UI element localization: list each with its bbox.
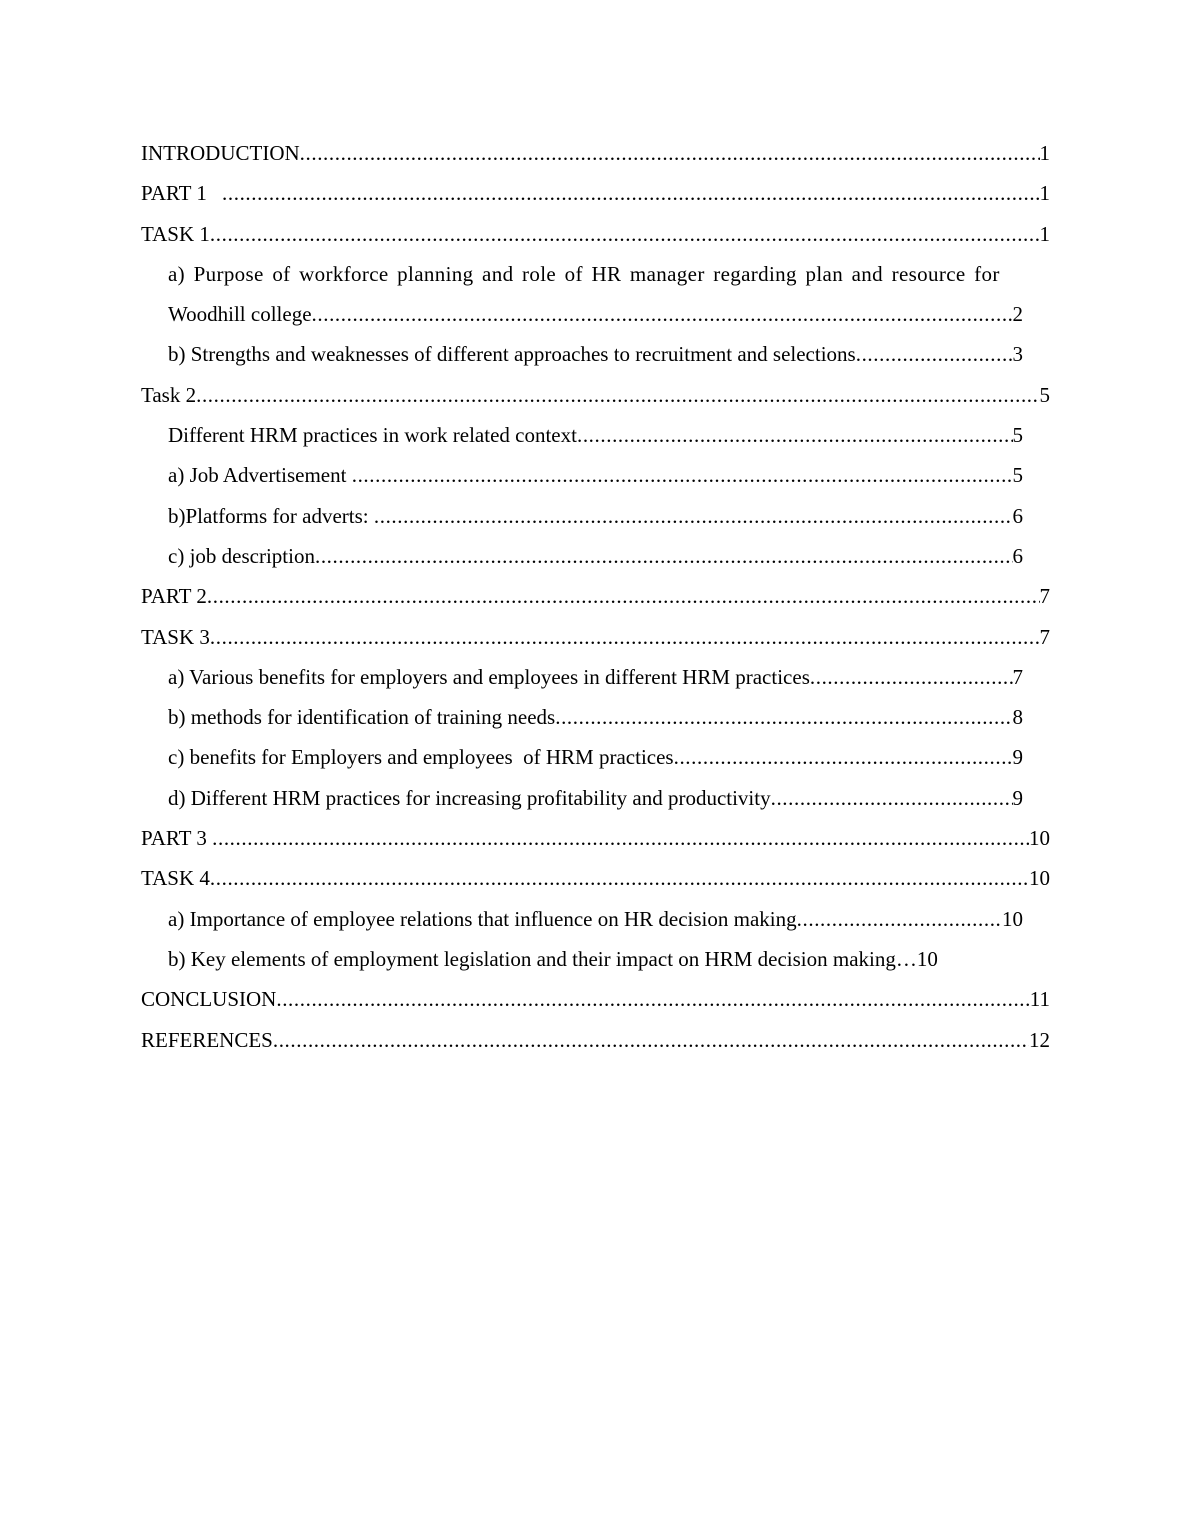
toc-page-number: 5 xyxy=(1012,423,1023,448)
toc-entry-title: TASK 4 xyxy=(141,866,210,891)
toc-leader-dots xyxy=(810,657,1013,697)
toc-entry-platforms[interactable] xyxy=(168,496,1023,536)
toc-entry-title: INTRODUCTION xyxy=(141,141,300,165)
toc-entry-strengths[interactable] xyxy=(168,334,1023,374)
toc-entry-conclusion[interactable] xyxy=(141,979,1050,1019)
toc-page-number: 1 xyxy=(1039,141,1050,165)
toc-page-number: 7 xyxy=(1012,664,1023,689)
toc-entry-title: PART 2 xyxy=(141,584,207,609)
toc-page-number: 11 xyxy=(1029,987,1050,1012)
toc-entry-task-1[interactable] xyxy=(141,214,1050,254)
toc-page-number: 7 xyxy=(1039,584,1050,609)
toc-entry-title: Different HRM practices in work related context xyxy=(168,423,577,448)
toc-leader-dots xyxy=(312,294,1013,334)
toc-entry-title: CONCLUSION xyxy=(141,987,277,1012)
toc-entry-part-3[interactable] xyxy=(141,818,1050,858)
toc-page-number: 6 xyxy=(1012,543,1023,568)
toc-leader-dots xyxy=(210,214,1040,254)
toc-leader-dots xyxy=(207,576,1040,616)
toc-entry-task-4[interactable] xyxy=(141,858,1050,898)
toc-entry-title: a) Job Advertisement xyxy=(168,463,352,488)
toc-page-number: 9 xyxy=(1012,745,1023,770)
table-of-contents xyxy=(141,133,1050,1060)
toc-entry-employment-legislation[interactable] xyxy=(168,939,1023,979)
toc-entry-title: c) job description xyxy=(168,543,315,568)
toc-entry-hrm-practices[interactable] xyxy=(168,415,1023,455)
toc-entry-title: a) Various benefits for employers and employees in different HRM practices xyxy=(168,664,810,689)
toc-leader-dots xyxy=(674,737,1013,777)
toc-entry-title: REFERENCES xyxy=(141,1027,273,1052)
toc-entry-title: b) methods for identification of training needs xyxy=(168,705,556,730)
toc-entry-title: PART 3 xyxy=(141,826,213,851)
toc-leader-dots xyxy=(771,778,1013,818)
toc-leader-dots xyxy=(856,334,1013,374)
toc-entry-part-2[interactable] xyxy=(141,576,1050,616)
toc-entry-various-benefits[interactable] xyxy=(168,657,1023,697)
toc-leader-dots xyxy=(210,617,1040,657)
toc-page-number: 9 xyxy=(1012,785,1023,810)
toc-entry-title-line1: a) Purpose of workforce planning and role of HR manager regarding plan and resource for xyxy=(168,261,1000,286)
toc-entry-employee-relations[interactable] xyxy=(168,899,1023,939)
toc-entry-profitability[interactable] xyxy=(168,778,1023,818)
toc-page-number: 3 xyxy=(1012,342,1023,367)
toc-page-number: 8 xyxy=(1012,705,1023,730)
toc-entry-purpose-line1[interactable] xyxy=(168,254,1050,294)
toc-page-number: 6 xyxy=(1012,503,1023,528)
toc-leader-dots xyxy=(374,496,1013,536)
toc-leader-dots xyxy=(555,697,1012,737)
toc-entry-title: b) Strengths and weaknesses of different approaches to recruitment and selections xyxy=(168,342,856,367)
toc-page-number: 5 xyxy=(1039,382,1050,407)
toc-page-number: 2 xyxy=(1012,302,1023,327)
toc-entry-title: b) Key elements of employment legislation and their impact on HRM decision making… xyxy=(168,946,917,971)
toc-leader-dots xyxy=(196,375,1039,415)
toc-leader-dots xyxy=(222,173,1039,213)
toc-leader-dots xyxy=(210,858,1029,898)
toc-leader-dots xyxy=(212,818,1029,858)
toc-page-number: 5 xyxy=(1012,463,1023,488)
toc-leader-dots xyxy=(797,899,1002,939)
toc-entry-title: c) benefits for Employers and employees of HRM practices xyxy=(168,745,674,770)
toc-leader-dots xyxy=(315,536,1013,576)
toc-entry-introduction[interactable] xyxy=(141,133,1050,173)
toc-entry-title: TASK 1 xyxy=(141,221,210,246)
toc-entry-title: PART 1 xyxy=(141,181,207,206)
toc-entry-job-description[interactable] xyxy=(168,536,1023,576)
toc-entry-part-1[interactable] xyxy=(141,173,1050,213)
toc-entry-title: b)Platforms for adverts: xyxy=(168,503,374,528)
toc-entry-training-needs[interactable] xyxy=(168,697,1023,737)
toc-leader-dots xyxy=(577,415,1013,455)
toc-page-number: 10 xyxy=(1002,906,1023,931)
toc-page-number: 10 xyxy=(1029,826,1050,851)
toc-leader-dots xyxy=(276,979,1029,1019)
toc-entry-title: Task 2 xyxy=(141,382,197,407)
toc-entry-title: d) Different HRM practices for increasing profitability and productivity xyxy=(168,785,771,810)
toc-entry-title: TASK 3 xyxy=(141,624,210,649)
toc-entry-benefits-employers[interactable] xyxy=(168,737,1023,777)
toc-entry-title: a) Importance of employee relations that influence on HR decision making xyxy=(168,906,797,931)
toc-leader-dots xyxy=(273,1020,1029,1060)
toc-page-number: 10 xyxy=(916,946,938,971)
toc-page-number: 7 xyxy=(1039,624,1050,649)
toc-entry-purpose[interactable] xyxy=(168,294,1023,334)
toc-entry-task-3[interactable] xyxy=(141,617,1050,657)
toc-page-number: 12 xyxy=(1029,1027,1050,1052)
toc-page-number: 10 xyxy=(1029,866,1050,891)
toc-entry-references[interactable] xyxy=(141,1020,1050,1060)
toc-page-number: 1 xyxy=(1039,181,1050,206)
toc-page-number: 1 xyxy=(1039,221,1050,246)
toc-leader-dots xyxy=(300,133,1040,173)
toc-entry-task-2[interactable] xyxy=(141,375,1050,415)
toc-entry-title: Woodhill college xyxy=(168,302,312,327)
toc-entry-job-advertisement[interactable] xyxy=(168,455,1023,495)
toc-leader-dots xyxy=(352,455,1013,495)
